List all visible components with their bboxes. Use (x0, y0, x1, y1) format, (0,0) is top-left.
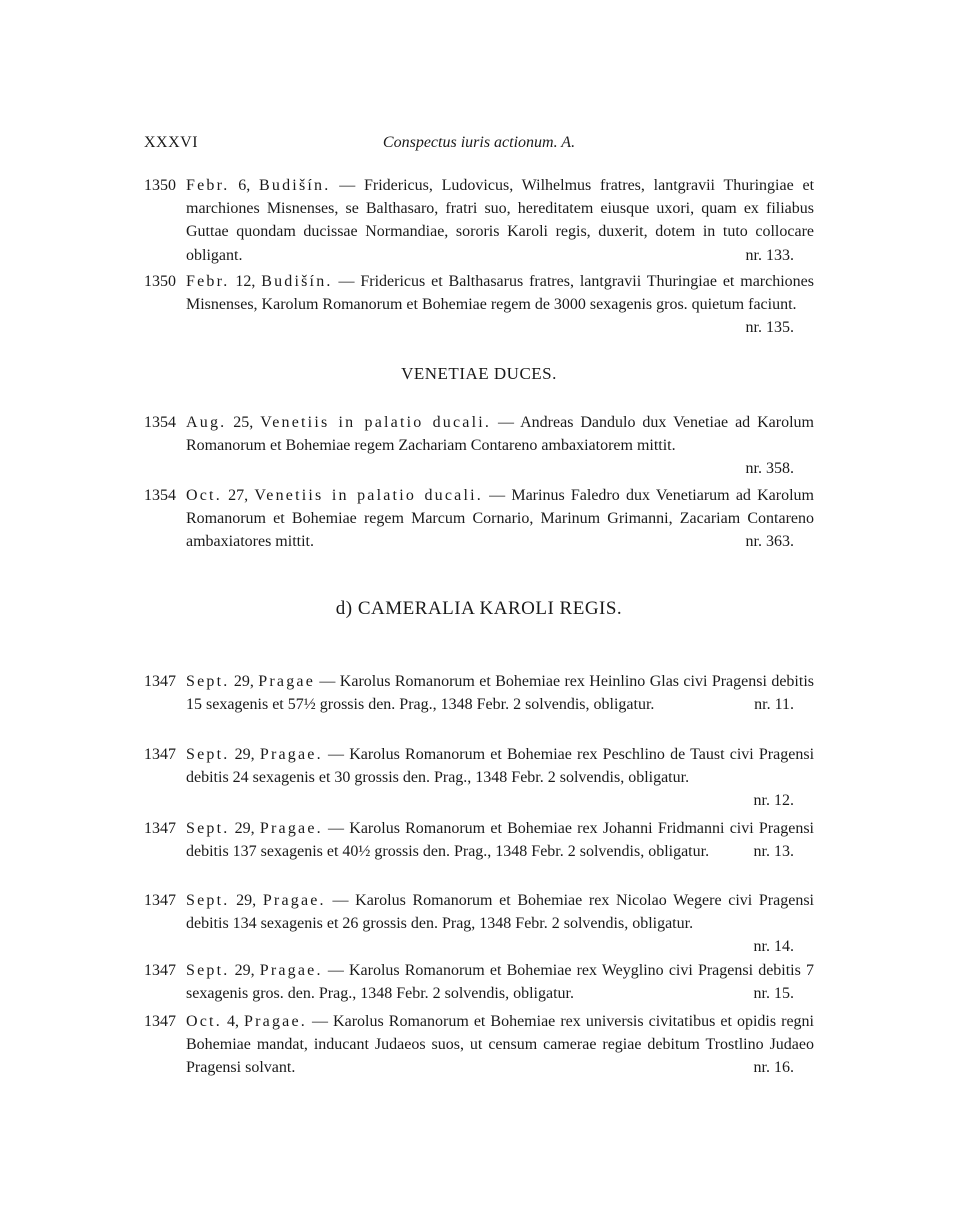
entry-number: nr. 133. (745, 246, 794, 264)
entry-place: Pragae. (262, 892, 326, 909)
entry-place: Venetiis in palatio ducali. (260, 414, 492, 431)
entry-day: 29, (229, 746, 260, 763)
section-heading: d) CAMERALIA KAROLI REGIS. (335, 598, 623, 619)
entry-year: 1347 (144, 673, 176, 690)
entry-place: Pragae. (259, 820, 323, 837)
entry-place: Venetiis in palatio ducali. (254, 487, 483, 504)
entry-text: — Karolus Romanorum et Bohemiae rex Johanni Fridmanni civi Pragensi debitis 137 sexagenis et 40½ grossis den. Prag., 1348 Febr. 2 solvendis, obligatur. (186, 820, 814, 861)
entry-day: 29, (229, 962, 260, 979)
entry-place: Pragae. (244, 1013, 307, 1030)
entry-place: Pragae. (259, 746, 323, 763)
entry-text: — Marinus Faledro dux Venetiarum ad Karolum Romanorum et Bohemiae regem Marcum Cornario, Marinum Grimanni, Zacariam Contareno ambaxiatores mittit. (186, 487, 815, 551)
entry-place: Pragae (258, 673, 315, 690)
entry-year: 1354 (144, 414, 176, 431)
entry-number: nr. 358. (745, 460, 794, 478)
entry-number: nr. 13. (753, 843, 794, 861)
entry-text: — Fridericus et Balthasarus fratres, lantgravii Thuringiae et marchiones Misnenses, Karolum Romanorum et Bohemiae regem de 3000 sexagenis gros. quietum faciunt. (186, 273, 814, 314)
entry-number: nr. 363. (745, 533, 794, 551)
entry-year: 1347 (144, 1013, 176, 1030)
entry-number: nr. 15. (753, 985, 794, 1003)
register-entry (144, 484, 814, 554)
entry-year: 1350 (144, 273, 176, 290)
entry-number: nr. 135. (745, 319, 794, 337)
entry-number: nr. 11. (754, 696, 794, 714)
entry-year: 1347 (144, 892, 176, 909)
entry-text: — Karolus Romanorum et Bohemiae rex Peschlino de Taust civi Pragensi debitis 24 sexagenis et 30 grossis den. Prag., 1348 Febr. 2 solvendis, obligatur. (186, 746, 815, 787)
entry-text: — Fridericus, Ludovicus, Wilhelmus fratres, lantgravii Thuringiae et marchiones Misnenses, se Balthasaro, fratri suo, hereditatem eiusque uxori, quam ex filiabus Guttae quondam ducissae Normandiae, sororis Karoli regis, duxerit, dotem in tuto collocare obligant. (186, 177, 815, 264)
entry-month: Oct. (186, 1013, 222, 1030)
register-entry (144, 670, 814, 716)
entry-month: Aug. (186, 414, 227, 431)
entry-place: Budišín. (261, 273, 333, 290)
entry-day: 27, (221, 487, 255, 504)
register-entry (144, 1010, 814, 1080)
entry-day: 29, (229, 673, 259, 690)
entry-day: 29, (229, 820, 260, 837)
entry-month: Sept. (186, 962, 230, 979)
register-entry (144, 174, 814, 267)
section-heading: VENETIAE DUCES. (401, 364, 557, 383)
entry-day: 25, (226, 414, 261, 431)
entry-month: Sept. (186, 820, 230, 837)
entry-year: 1350 (144, 177, 176, 194)
register-entry (144, 959, 814, 1005)
entry-text: — Karolus Romanorum et Bohemiae rex Heinlino Glas civi Pragensi debitis 15 sexagenis et 57½ grossis den. Prag., 1348 Febr. 2 solvendis, obligatur. (186, 673, 814, 714)
register-entry (144, 411, 814, 481)
entry-month: Sept. (186, 746, 230, 763)
entry-text: — Karolus Romanorum et Bohemiae rex Weyglino civi Pragensi debitis 7 sexagenis gros. den. Prag., 1348 Febr. 2 solvendis, obligatur. (186, 962, 814, 1003)
entry-day: 6, (229, 177, 260, 194)
running-title: Conspectus iuris actionum. A. (382, 134, 576, 151)
entry-text: — Karolus Romanorum et Bohemiae rex universis civitatibus et opidis regni Bohemiae mandat, inducant Judaeos suos, ut censum camerae regiae debitum Trostlino Judaeo Pragensi solvant. (186, 1013, 814, 1077)
entry-text: — Andreas Dandulo dux Venetiae ad Karolum Romanorum et Bohemiae regem Zachariam Contareno ambaxiatorem mittit. (186, 414, 815, 455)
entry-number: nr. 16. (753, 1059, 794, 1077)
entry-month: Sept. (186, 673, 230, 690)
page-folio: XXXVI (144, 134, 199, 151)
entry-day: 12, (229, 273, 262, 290)
entry-month: Oct. (186, 487, 222, 504)
entry-year: 1347 (144, 962, 176, 979)
register-entry (144, 270, 814, 340)
register-entry (144, 889, 814, 959)
running-head (144, 134, 814, 154)
register-entry (144, 743, 814, 813)
entry-year: 1354 (144, 487, 176, 504)
entry-month: Sept. (186, 892, 230, 909)
entry-place: Budišín. (259, 177, 331, 194)
entry-place: Pragae. (259, 962, 323, 979)
entry-number: nr. 14. (753, 938, 794, 956)
entry-day: 4, (221, 1013, 245, 1030)
register-entry (144, 817, 814, 863)
entry-month: Febr. (186, 177, 230, 194)
entry-year: 1347 (144, 820, 176, 837)
entry-month: Febr. (186, 273, 230, 290)
entry-text: — Karolus Romanorum et Bohemiae rex Nicolao Wegere civi Pragensi debitis 134 sexagenis et 26 grossis den. Prag, 1348 Febr. 2 solvendis, obligatur. (186, 892, 814, 933)
entry-day: 29, (229, 892, 263, 909)
entry-number: nr. 12. (753, 792, 794, 810)
entry-year: 1347 (144, 746, 176, 763)
